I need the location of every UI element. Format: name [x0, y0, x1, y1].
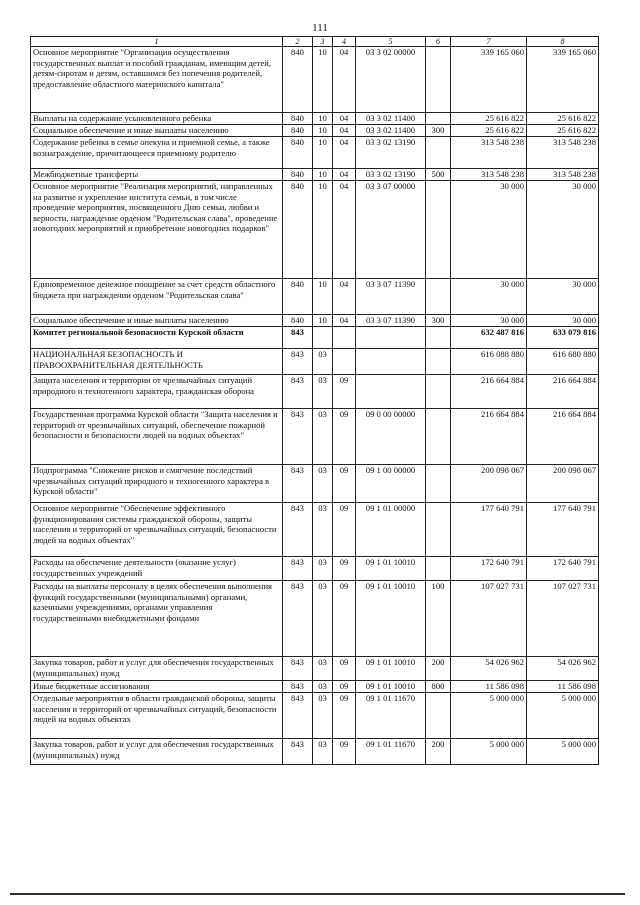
row-amount-year1: 632 487 816 [451, 327, 527, 349]
row-section: 10 [313, 279, 333, 315]
row-target-item: 09 1 01 11670 [356, 739, 426, 765]
row-subsection: 04 [333, 113, 356, 125]
row-subsection: 09 [333, 465, 356, 503]
row-admin-code: 840 [283, 181, 313, 279]
row-target-item: 03 3 02 11400 [356, 113, 426, 125]
row-expense-type [426, 113, 451, 125]
row-admin-code: 840 [283, 169, 313, 181]
row-amount-year2: 5 000 000 [527, 693, 599, 739]
row-admin-code: 843 [283, 503, 313, 557]
row-amount-year2: 313 548 238 [527, 169, 599, 181]
row-subsection: 04 [333, 169, 356, 181]
row-expense-type [426, 327, 451, 349]
table-row [31, 113, 599, 125]
table-row [31, 375, 599, 409]
row-target-item: 03 3 02 13190 [356, 169, 426, 181]
row-section: 03 [313, 657, 333, 681]
row-section: 03 [313, 681, 333, 693]
row-section: 03 [313, 375, 333, 409]
row-subsection: 04 [333, 47, 356, 113]
table-row [31, 279, 599, 315]
row-section: 10 [313, 315, 333, 327]
row-amount-year1: 5 000 000 [451, 739, 527, 765]
row-section: 03 [313, 557, 333, 581]
row-target-item: 09 1 01 11670 [356, 693, 426, 739]
row-target-item: 03 3 07 00000 [356, 181, 426, 279]
row-expense-type: 500 [426, 169, 451, 181]
row-subsection: 04 [333, 279, 356, 315]
column-header: 8 [527, 37, 599, 47]
row-name: Выплаты на содержание усыновленного ребенка [31, 113, 283, 125]
table-row [31, 349, 599, 375]
row-expense-type: 300 [426, 315, 451, 327]
row-amount-year2: 54 026 962 [527, 657, 599, 681]
table-row [31, 47, 599, 113]
row-expense-type [426, 503, 451, 557]
row-amount-year1: 616 088 880 [451, 349, 527, 375]
row-target-item [356, 349, 426, 375]
row-amount-year2: 107 027 731 [527, 581, 599, 657]
table-row [31, 409, 599, 465]
row-target-item: 09 1 00 00000 [356, 465, 426, 503]
table-row [31, 681, 599, 693]
row-subsection: 09 [333, 657, 356, 681]
row-name: Единовременное денежное поощрение за счет средств областного бюджета при награждении орденом "Родительская слава" [31, 279, 283, 315]
row-target-item: 03 3 02 00000 [356, 47, 426, 113]
row-subsection [333, 327, 356, 349]
row-admin-code: 843 [283, 739, 313, 765]
row-amount-year2: 30 000 [527, 181, 599, 279]
row-name: Закупка товаров, работ и услуг для обеспечения государственных (муниципальных) нужд [31, 657, 283, 681]
row-amount-year2: 200 098 067 [527, 465, 599, 503]
bottom-rule [10, 893, 625, 895]
row-admin-code: 843 [283, 375, 313, 409]
row-admin-code: 840 [283, 137, 313, 169]
table-row [31, 581, 599, 657]
table-row [31, 315, 599, 327]
row-admin-code: 840 [283, 47, 313, 113]
column-header: 7 [451, 37, 527, 47]
row-name: Расходы на обеспечение деятельности (оказание услуг) государственных учреждений [31, 557, 283, 581]
table-row [31, 657, 599, 681]
row-amount-year2: 177 640 791 [527, 503, 599, 557]
table-row [31, 693, 599, 739]
row-amount-year1: 54 026 962 [451, 657, 527, 681]
row-name: Расходы на выплаты персоналу в целях обеспечения выполнения функций государственными (муниципальными) органами, казенными учреждениями, органами управления государственными внебюджетными фондами [31, 581, 283, 657]
row-target-item: 03 3 02 11400 [356, 125, 426, 137]
row-target-item: 03 3 07 11390 [356, 279, 426, 315]
row-expense-type [426, 465, 451, 503]
row-expense-type: 200 [426, 657, 451, 681]
table-row [31, 739, 599, 765]
row-subsection: 09 [333, 693, 356, 739]
row-amount-year1: 339 165 060 [451, 47, 527, 113]
row-amount-year1: 25 616 822 [451, 113, 527, 125]
row-name: Основное мероприятие "Организация осуществления государственных выплат и пособий гражданам, имеющим детей, детям-сиротам и детям, оставшимся без попечения родителей, предоставление областного материнского капитала" [31, 47, 283, 113]
table-row [31, 503, 599, 557]
row-subsection: 09 [333, 739, 356, 765]
row-target-item: 09 1 01 10010 [356, 681, 426, 693]
table-row [31, 557, 599, 581]
row-admin-code: 843 [283, 581, 313, 657]
row-name: Содержание ребенка в семье опекуна и приемной семье, а также вознаграждение, причитающееся приемному родителю [31, 137, 283, 169]
row-name: Защита населения и территории от чрезвычайных ситуаций природного и техногенного характера, гражданская оборона [31, 375, 283, 409]
row-subsection: 04 [333, 137, 356, 169]
row-name: Социальное обеспечение и иные выплаты населению [31, 315, 283, 327]
row-amount-year2: 30 000 [527, 315, 599, 327]
row-amount-year1: 25 616 822 [451, 125, 527, 137]
row-target-item: 09 1 01 10010 [356, 581, 426, 657]
row-amount-year2: 172 640 791 [527, 557, 599, 581]
row-admin-code: 843 [283, 693, 313, 739]
row-subsection: 04 [333, 315, 356, 327]
row-section: 03 [313, 693, 333, 739]
row-admin-code: 843 [283, 681, 313, 693]
row-amount-year1: 216 664 884 [451, 409, 527, 465]
row-target-item: 09 1 01 10010 [356, 657, 426, 681]
row-amount-year1: 177 640 791 [451, 503, 527, 557]
row-section: 10 [313, 125, 333, 137]
row-name: Комитет региональной безопасности Курской области [31, 327, 283, 349]
row-amount-year1: 172 640 791 [451, 557, 527, 581]
row-expense-type: 100 [426, 581, 451, 657]
row-admin-code: 840 [283, 125, 313, 137]
row-admin-code: 843 [283, 409, 313, 465]
budget-table [30, 36, 599, 765]
row-section: 03 [313, 739, 333, 765]
column-header: 1 [31, 37, 283, 47]
row-name: Закупка товаров, работ и услуг для обеспечения государственных (муниципальных) нужд [31, 739, 283, 765]
row-admin-code: 843 [283, 349, 313, 375]
column-header: 5 [356, 37, 426, 47]
row-target-item [356, 327, 426, 349]
row-expense-type: 200 [426, 739, 451, 765]
column-header: 4 [333, 37, 356, 47]
row-name: НАЦИОНАЛЬНАЯ БЕЗОПАСНОСТЬ И ПРАВООХРАНИТЕЛЬНАЯ ДЕЯТЕЛЬНОСТЬ [31, 349, 283, 375]
table-row [31, 137, 599, 169]
row-section: 03 [313, 409, 333, 465]
table-row [31, 169, 599, 181]
row-amount-year1: 30 000 [451, 279, 527, 315]
table-row [31, 327, 599, 349]
row-amount-year1: 30 000 [451, 315, 527, 327]
row-expense-type: 800 [426, 681, 451, 693]
row-admin-code: 840 [283, 279, 313, 315]
row-amount-year2: 25 616 822 [527, 125, 599, 137]
row-admin-code: 840 [283, 315, 313, 327]
row-amount-year1: 107 027 731 [451, 581, 527, 657]
row-target-item: 09 0 00 00000 [356, 409, 426, 465]
row-expense-type [426, 349, 451, 375]
row-admin-code: 840 [283, 113, 313, 125]
row-section: 10 [313, 137, 333, 169]
row-expense-type [426, 47, 451, 113]
row-amount-year1: 11 586 098 [451, 681, 527, 693]
row-target-item: 03 3 02 13190 [356, 137, 426, 169]
row-subsection: 09 [333, 557, 356, 581]
row-expense-type [426, 137, 451, 169]
row-expense-type [426, 279, 451, 315]
row-expense-type [426, 557, 451, 581]
row-amount-year2: 30 000 [527, 279, 599, 315]
row-admin-code: 843 [283, 557, 313, 581]
row-amount-year1: 313 548 238 [451, 169, 527, 181]
row-subsection [333, 349, 356, 375]
row-name: Социальное обеспечение и иные выплаты населению [31, 125, 283, 137]
column-header: 6 [426, 37, 451, 47]
row-name: Государственная программа Курской области "Защита населения и территорий от чрезвычайных ситуаций, обеспечение пожарной безопасности и безопасности людей на водных объектах" [31, 409, 283, 465]
row-section [313, 327, 333, 349]
column-header: 2 [283, 37, 313, 47]
row-expense-type [426, 375, 451, 409]
row-name: Межбюджетные трансферты [31, 169, 283, 181]
column-header: 3 [313, 37, 333, 47]
row-section: 10 [313, 113, 333, 125]
table-row [31, 465, 599, 503]
row-name: Подпрограмма "Снижение рисков и смягчение последствий чрезвычайных ситуаций природного и техногенного характера в Курской области" [31, 465, 283, 503]
row-subsection: 09 [333, 581, 356, 657]
row-admin-code: 843 [283, 657, 313, 681]
row-expense-type [426, 181, 451, 279]
row-expense-type [426, 409, 451, 465]
row-target-item: 03 3 07 11390 [356, 315, 426, 327]
row-section: 10 [313, 47, 333, 113]
row-name: Иные бюджетные ассигнования [31, 681, 283, 693]
row-amount-year2: 313 548 238 [527, 137, 599, 169]
row-section: 03 [313, 581, 333, 657]
row-amount-year1: 313 548 238 [451, 137, 527, 169]
row-subsection: 04 [333, 181, 356, 279]
row-section: 03 [313, 349, 333, 375]
row-target-item [356, 375, 426, 409]
table-row [31, 125, 599, 137]
row-name: Отдельные мероприятия в области гражданской обороны, защиты населения и территорий от чрезвычайных ситуаций, безопасности людей на водных объектах [31, 693, 283, 739]
row-amount-year1: 30 000 [451, 181, 527, 279]
row-subsection: 09 [333, 503, 356, 557]
row-amount-year2: 216 664 884 [527, 375, 599, 409]
row-subsection: 04 [333, 125, 356, 137]
row-amount-year2: 633 079 816 [527, 327, 599, 349]
row-amount-year2: 339 165 060 [527, 47, 599, 113]
row-admin-code: 843 [283, 327, 313, 349]
row-target-item: 09 1 01 10010 [356, 557, 426, 581]
page-number: 111 [312, 22, 328, 34]
row-amount-year1: 5 000 000 [451, 693, 527, 739]
row-name: Основное мероприятие "Обеспечение эффективного функционирования системы гражданской обороны, защиты населения и территорий от чрезвычайных ситуаций, безопасности людей на водных объектах" [31, 503, 283, 557]
row-section: 10 [313, 169, 333, 181]
row-section: 03 [313, 503, 333, 557]
row-subsection: 09 [333, 681, 356, 693]
row-section: 10 [313, 181, 333, 279]
table-row [31, 181, 599, 279]
row-subsection: 09 [333, 409, 356, 465]
row-section: 03 [313, 465, 333, 503]
row-expense-type: 300 [426, 125, 451, 137]
row-name: Основное мероприятие "Реализация мероприятий, направленных на развитие и укрепление института семьи, в том числе проведение мероприятия, посвященного Дню семьи, любви и верности, награждение орденом "Родительская слава", проведение новогодних мероприятий и приобретение новогодних подарков" [31, 181, 283, 279]
row-amount-year2: 5 000 000 [527, 739, 599, 765]
row-target-item: 09 1 01 00000 [356, 503, 426, 557]
column-number-row [31, 37, 599, 47]
row-admin-code: 843 [283, 465, 313, 503]
row-amount-year1: 200 098 067 [451, 465, 527, 503]
row-expense-type [426, 693, 451, 739]
row-amount-year2: 216 664 884 [527, 409, 599, 465]
row-amount-year1: 216 664 884 [451, 375, 527, 409]
row-amount-year2: 11 586 098 [527, 681, 599, 693]
row-amount-year2: 25 616 822 [527, 113, 599, 125]
row-amount-year2: 616 680 880 [527, 349, 599, 375]
row-subsection: 09 [333, 375, 356, 409]
